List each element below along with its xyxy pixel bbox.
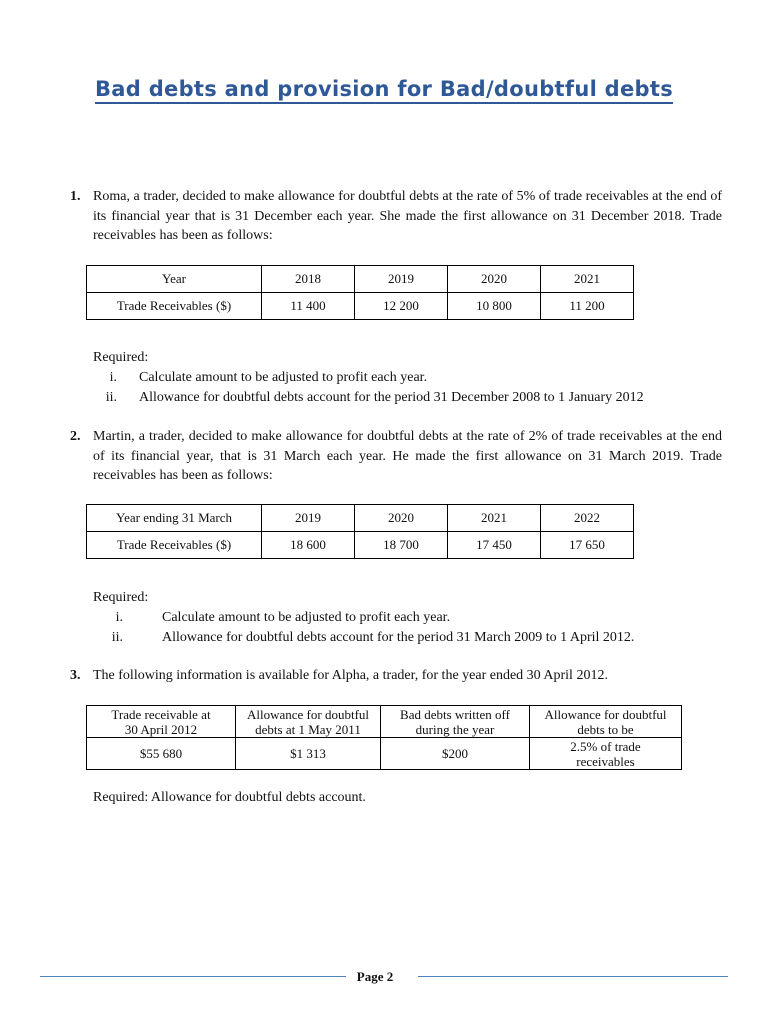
cell-line: debts at 1 May 2011 xyxy=(255,721,361,737)
required-label: Required: Allowance for doubtful debts account. xyxy=(93,790,366,805)
question-1 xyxy=(70,187,722,246)
table-cell xyxy=(530,738,682,770)
cell-line: 30 April 2012 xyxy=(124,721,198,737)
question-number: 1. xyxy=(70,189,81,204)
list-item xyxy=(93,628,723,648)
table-cell: 11 400 xyxy=(262,293,355,320)
cell-line: Trade receivable at xyxy=(111,706,211,722)
footer-rule-right xyxy=(418,976,728,977)
table-cell: 2021 xyxy=(541,266,634,293)
list-numeral: ii. xyxy=(111,630,123,645)
table-cell xyxy=(236,706,381,738)
list-numeral: i. xyxy=(109,370,117,385)
table-cell: 11 200 xyxy=(541,293,634,320)
required-label: Required: xyxy=(93,350,149,365)
table-cell: $55 680 xyxy=(87,738,236,770)
table-cell: 12 200 xyxy=(355,293,448,320)
table-cell: 2020 xyxy=(448,266,541,293)
table-cell: 2020 xyxy=(355,505,448,532)
question-number: 3. xyxy=(70,668,81,683)
table-cell: Year xyxy=(87,266,262,293)
question-text: The following information is available for Alpha, a trader, for the year ended 30 April 2012. xyxy=(93,668,608,683)
table-cell: 18 600 xyxy=(262,532,355,559)
table-cell: 2021 xyxy=(448,505,541,532)
cell-line: 2.5% of trade xyxy=(570,738,641,754)
table-cell: 10 800 xyxy=(448,293,541,320)
table-cell: Year ending 31 March xyxy=(87,505,262,532)
cell-line: Allowance for doubtful xyxy=(544,706,667,722)
cell-line: Bad debts written off xyxy=(400,706,510,722)
question-text: Roma, a trader, decided to make allowance for doubtful debts at the rate of 5% of trade receivables at the end of its financial year that is 31 December each year. She made the first allowance on 31 December 2018. Trade receivables has been as follows: xyxy=(93,189,722,243)
q3-required xyxy=(93,788,723,808)
question-number: 2. xyxy=(70,429,81,444)
table-header-row xyxy=(87,266,634,293)
q2-required xyxy=(93,588,723,648)
cell-line: during the year xyxy=(415,721,495,737)
list-item-text: Allowance for doubtful debts account for the period 31 December 2008 to 1 January 2012 xyxy=(139,390,644,405)
table-cell xyxy=(530,706,682,738)
table-row xyxy=(87,738,682,770)
cell-line: receivables xyxy=(576,753,635,769)
list-item-text: Calculate amount to be adjusted to profit each year. xyxy=(139,370,428,385)
q1-table xyxy=(86,265,634,320)
table-row xyxy=(87,532,634,559)
cell-line: Allowance for doubtful xyxy=(246,706,370,722)
table-cell: 2019 xyxy=(262,505,355,532)
list-item xyxy=(93,608,723,628)
question-2 xyxy=(70,427,722,486)
table-cell xyxy=(87,706,236,738)
table-header-row xyxy=(87,505,634,532)
table-row xyxy=(87,293,634,320)
table-header-row xyxy=(87,706,682,738)
question-text: Martin, a trader, decided to make allowance for doubtful debts at the rate of 2% of trade receivables at the end of its financial year, that is 31 March each year. He made the first allowance on 31 March 2019. Trade receivables has been as follows: xyxy=(93,429,722,483)
document-title xyxy=(0,77,768,101)
required-label: Required: xyxy=(93,590,149,605)
table-cell: 18 700 xyxy=(355,532,448,559)
q1-required xyxy=(93,348,723,408)
question-3 xyxy=(70,666,722,686)
table-cell: Trade Receivables ($) xyxy=(87,293,262,320)
table-cell: 2018 xyxy=(262,266,355,293)
list-numeral: ii. xyxy=(105,390,117,405)
table-cell: 17 650 xyxy=(541,532,634,559)
table-cell: 17 450 xyxy=(448,532,541,559)
table-cell xyxy=(381,706,530,738)
list-item xyxy=(93,368,723,388)
list-numeral: i. xyxy=(115,610,123,625)
q3-table xyxy=(86,705,682,770)
table-cell: $1 313 xyxy=(236,738,381,770)
cell-line: debts to be xyxy=(577,721,634,737)
table-cell: Trade Receivables ($) xyxy=(87,532,262,559)
list-item-text: Allowance for doubtful debts account for the period 31 March 2009 to 1 April 2012. xyxy=(162,630,635,645)
table-cell: 2019 xyxy=(355,266,448,293)
document-title-text: Bad debts and provision for Bad/doubtful debts xyxy=(95,77,673,104)
table-cell: $200 xyxy=(381,738,530,770)
footer-rule-left xyxy=(40,976,346,977)
list-item xyxy=(93,388,723,408)
list-item-text: Calculate amount to be adjusted to profit each year. xyxy=(162,610,451,625)
q2-table xyxy=(86,504,634,559)
page-number: Page 2 xyxy=(356,969,394,984)
table-cell: 2022 xyxy=(541,505,634,532)
